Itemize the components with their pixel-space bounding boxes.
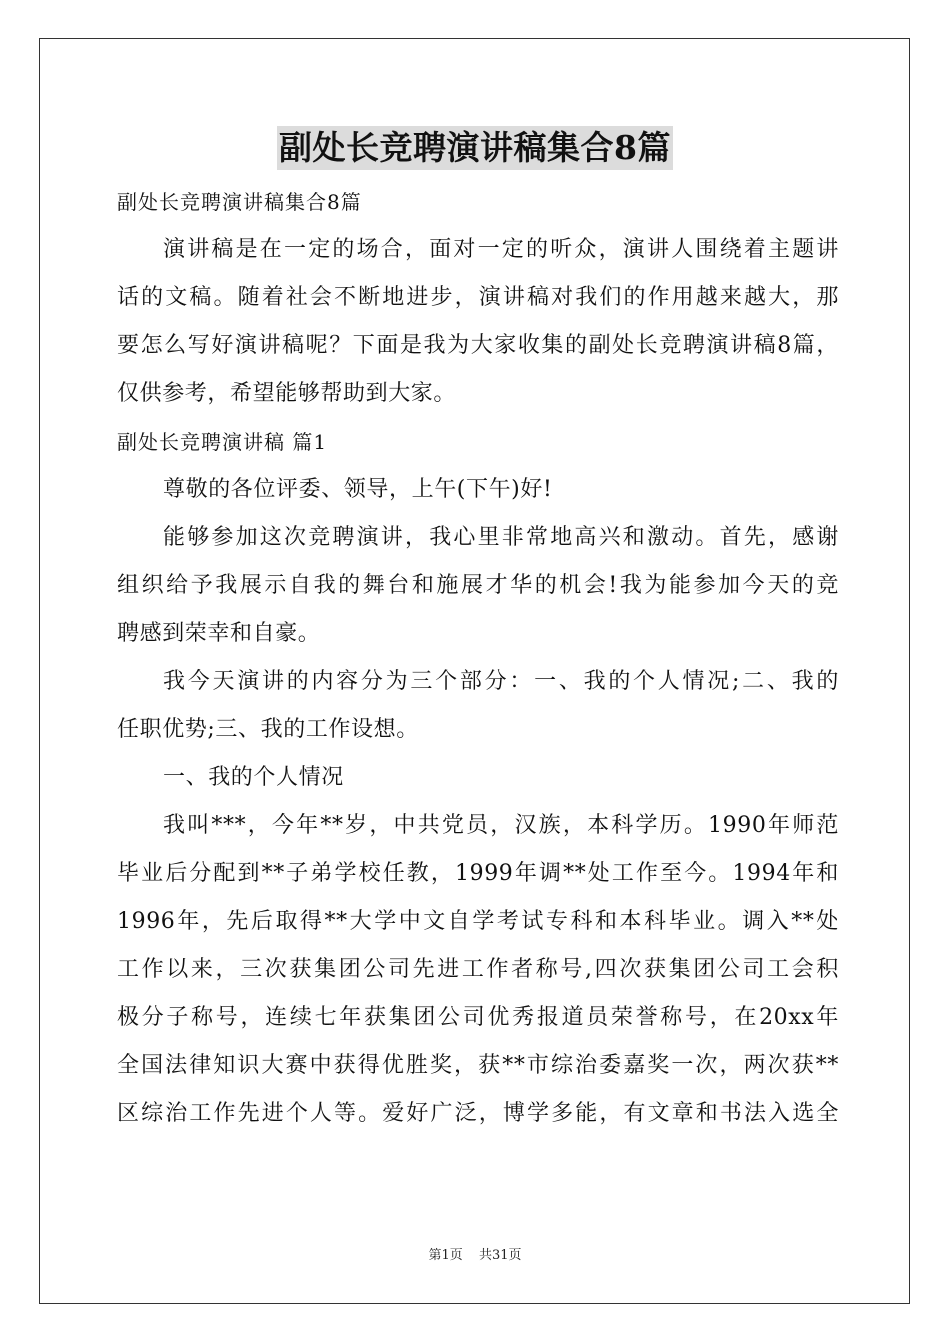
body-line: 要怎么写好演讲稿呢？下面是我为大家收集的副处长竞聘演讲稿8篇， [117,333,839,358]
body-line: 组织给予我展示自我的舞台和施展才华的机会!我为能参加今天的竞 [117,573,839,598]
body-line: 能够参加这次竞聘演讲，我心里非常地高兴和激动。首先，感谢 [163,525,839,550]
body-line: 工作以来，三次获集团公司先进工作者称号,四次获集团公司工会积 [117,957,839,982]
body-line: 话的文稿。随着社会不断地进步，演讲稿对我们的作用越来越大，那 [117,285,839,310]
body-line: 任职优势;三、我的工作设想。 [117,717,419,742]
document-title-text: 副处长竞聘演讲稿集合8篇 [277,126,673,170]
page-footer [0,1244,950,1263]
body-line: 副处长竞聘演讲稿集合8篇 [117,190,362,214]
body-line: 毕业后分配到**子弟学校任教，1999年调**处工作至今。1994年和 [117,861,839,886]
body-line: 聘感到荣幸和自豪。 [117,621,321,646]
body-line: 极分子称号，连续七年获集团公司优秀报道员荣誉称号，在20xx年 [117,1005,839,1030]
subsection-heading: 一、我的个人情况 [163,765,344,790]
body-line: 我叫***，今年**岁，中共党员，汉族，本科学历。1990年师范 [163,813,839,838]
section-heading: 副处长竞聘演讲稿 篇1 [117,430,328,454]
body-line: 演讲稿是在一定的场合，面对一定的听众，演讲人围绕着主题讲 [163,237,839,262]
body-line: 区综治工作先进个人等。爱好广泛，博学多能，有文章和书法入选全 [117,1101,839,1126]
body-line: 1996年，先后取得**大学中文自学考试专科和本科毕业。调入**处 [117,909,839,934]
body-line: 尊敬的各位评委、领导，上午(下午)好! [163,477,553,502]
page-total: 共31页 [478,1248,522,1263]
body-line: 仅供参考，希望能够帮助到大家。 [117,381,457,406]
body-line: 全国法律知识大赛中获得优胜奖，获**市综治委嘉奖一次，两次获** [117,1053,839,1078]
document-title [0,126,950,170]
document-body [117,178,839,1138]
body-line: 我今天演讲的内容分为三个部分：一、我的个人情况;二、我的 [163,669,839,694]
page-number: 第1页 [428,1248,463,1263]
